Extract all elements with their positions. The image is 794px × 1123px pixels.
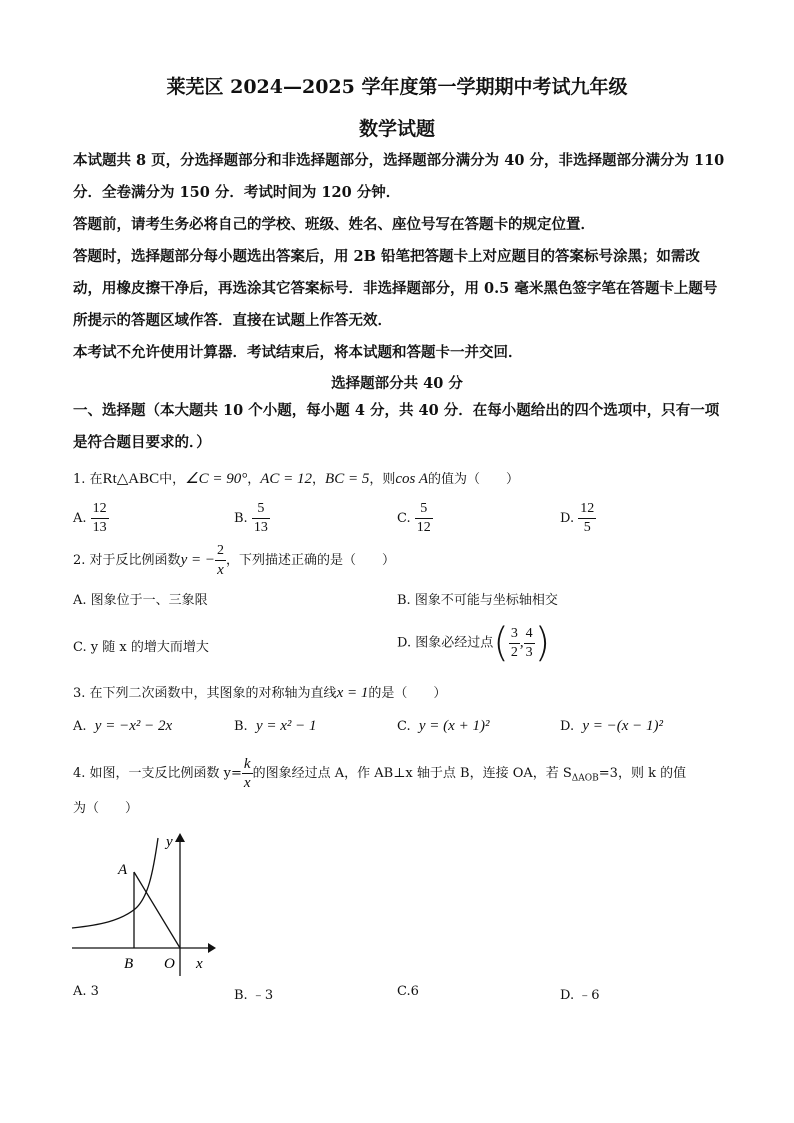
option-value: 6 xyxy=(410,984,419,999)
label-y: y xyxy=(166,834,173,850)
denominator: 5 xyxy=(578,518,596,537)
q2-option-d[interactable] xyxy=(397,620,550,666)
numerator: 3 xyxy=(510,625,518,641)
exam-title: 莱芜区 2024—2025 学年度第一学期期中考试九年级 xyxy=(166,76,628,98)
denominator: x xyxy=(243,775,251,791)
denominator: 2 xyxy=(510,644,518,660)
q4-subscript: ΔAOB xyxy=(571,773,599,784)
q2-text-post: ，下列描述正确的是（ ） xyxy=(225,553,395,568)
right-paren: ) xyxy=(534,620,551,666)
section-title: 一、选择题（本大题共 10 个小题，每小题 4 分，共 40 分．在每小题给出的四个选项中，只有一项是符合题目要求的．） xyxy=(73,402,720,451)
y-axis-arrow xyxy=(175,833,185,842)
q4-option-d[interactable] xyxy=(560,984,600,1003)
label-b: B xyxy=(124,956,134,972)
fraction xyxy=(578,500,596,537)
q1-target: cos A xyxy=(395,471,428,487)
question-number: 2. xyxy=(73,553,86,568)
option-value: ﹣6 xyxy=(578,988,600,1003)
option-value: 3 xyxy=(90,984,99,999)
q1-option-a[interactable] xyxy=(73,500,109,537)
option-label: B. xyxy=(234,511,248,526)
numerator: 5 xyxy=(420,501,428,516)
question-number: 3. xyxy=(73,686,86,701)
q4-option-a[interactable] xyxy=(73,984,99,999)
q1-option-b[interactable] xyxy=(234,500,270,537)
q2-option-b[interactable]: B. 图象不可能与坐标轴相交 xyxy=(397,593,558,608)
fraction xyxy=(524,625,535,662)
section-heading: 选择题部分共 40 分 xyxy=(331,375,463,392)
option-label: A. xyxy=(73,984,87,999)
option-expr: y = (x + 1)² xyxy=(418,718,490,734)
option-expr: y = x² − 1 xyxy=(255,718,317,734)
question-1 xyxy=(73,468,519,488)
exam-subtitle: 数学试题 xyxy=(358,118,435,140)
question-number: 4. xyxy=(73,766,86,781)
q1-option-d[interactable] xyxy=(560,500,596,537)
q1-triangle: Rt△ABC xyxy=(102,471,160,487)
q2-optd-text: D. 图象必经过点 xyxy=(397,635,494,651)
q3-option-c[interactable] xyxy=(397,718,489,735)
q4-line2: 为（ ） xyxy=(73,801,139,816)
fraction xyxy=(415,500,433,537)
instruction-4: 本考试不允许使用计算器．考试结束后，将本试题和答题卡一并交回． xyxy=(73,344,523,361)
option-label: C. xyxy=(397,511,411,526)
numerator: k xyxy=(243,756,251,772)
label-o: O xyxy=(164,956,175,972)
q1-text-post: 的值为（ ） xyxy=(428,472,520,487)
instruction-2: 答题前，请考生务必将自己的学校、班级、姓名、座位号写在答题卡的规定位置． xyxy=(73,216,595,233)
q4-figure xyxy=(60,828,220,978)
q4-option-b[interactable] xyxy=(234,984,273,1003)
question-3 xyxy=(73,682,446,702)
q3-text-post: 的是（ ） xyxy=(368,686,447,701)
option-label: C. xyxy=(397,719,411,734)
q1-cond-bc: BC = 5 xyxy=(325,471,370,487)
segment-ao xyxy=(134,872,180,948)
numerator: 5 xyxy=(257,501,265,516)
option-expr: y = −(x − 1)² xyxy=(582,718,664,734)
q2-lhs: y = − xyxy=(180,552,215,568)
option-value: ﹣3 xyxy=(251,988,274,1003)
question-2 xyxy=(73,542,395,579)
q4-fraction xyxy=(242,755,253,792)
numerator: 4 xyxy=(525,625,533,641)
denominator: 13 xyxy=(92,520,107,535)
option-label: A. xyxy=(73,719,87,734)
q1-cond-ac: AC = 12 xyxy=(260,471,313,487)
option-label: B. xyxy=(234,719,248,734)
numerator: 2 xyxy=(216,543,224,558)
x-axis-arrow xyxy=(208,943,216,953)
hyperbola-curve xyxy=(72,838,158,928)
q1-cond-angle: ∠C = 90° xyxy=(185,471,248,487)
q2-fraction xyxy=(215,542,226,579)
label-x: x xyxy=(196,956,203,972)
question-4 xyxy=(73,755,686,792)
q4-text-pre: 如图，一支反比例函数 y= xyxy=(89,766,242,781)
option-label: A. xyxy=(73,511,87,526)
q3-option-a[interactable] xyxy=(73,718,172,735)
denominator: 13 xyxy=(253,520,268,535)
fraction xyxy=(509,625,520,662)
q3-option-b[interactable] xyxy=(234,718,317,735)
q2-option-c[interactable]: C. y 随 x 的增大而增大 xyxy=(73,640,209,655)
fraction xyxy=(252,500,270,537)
instruction-3: 答题时，选择题部分每小题选出答案后，用 2B 铅笔把答题卡上对应题目的答案标号涂黑；如需改动，用橡皮擦干净后，再选涂其它答案标号．非选择题部分，用 0.5 毫米黑色签字笔在答题卡上题号所提示的答题区域作答．直接在试题上作答无效． xyxy=(73,248,718,329)
q1-text-pre: 在 xyxy=(89,472,103,487)
q1-sep2: ， xyxy=(312,472,326,487)
option-label: D. xyxy=(560,988,575,1003)
label-a: A xyxy=(118,862,128,878)
q4-text-post: 的图象经过点 A，作 AB⊥x 轴于点 B，连接 OA，若 S xyxy=(252,766,572,781)
denominator: 12 xyxy=(416,520,431,535)
left-paren: ( xyxy=(493,620,509,666)
q2-text-pre: 对于反比例函数 xyxy=(89,553,181,568)
q1-sep1: ， xyxy=(247,472,261,487)
fraction xyxy=(91,500,109,537)
q3-text-pre: 在下列二次函数中，其图象的对称轴为直线 xyxy=(89,686,337,701)
q4-text-post2: =3，则 k 的值 xyxy=(598,766,687,781)
option-label: D. xyxy=(560,719,575,734)
option-expr: y = −x² − 2x xyxy=(94,718,173,734)
option-label: B. xyxy=(234,988,248,1003)
question-number: 1. xyxy=(73,472,86,487)
q1-text-mid: 中， xyxy=(159,472,186,487)
option-label: C. xyxy=(397,984,411,999)
denominator: 3 xyxy=(525,644,533,660)
q3-cond: x = 1 xyxy=(336,685,369,701)
q3-option-d[interactable] xyxy=(560,718,663,735)
q1-sep3: ，则 xyxy=(369,472,396,487)
denominator: x xyxy=(215,560,226,579)
q4-option-c[interactable] xyxy=(397,984,419,999)
comma: , xyxy=(519,634,524,651)
numerator: 12 xyxy=(92,501,107,516)
numerator: 12 xyxy=(580,501,595,516)
q1-option-c[interactable] xyxy=(397,500,433,537)
q2-option-a[interactable]: A. 图象位于一、三象限 xyxy=(73,593,208,608)
option-label: D. xyxy=(560,511,575,526)
instruction-1: 本试题共 8 页，分选择题部分和非选择题部分，选择题部分满分为 40 分，非选择题部分满分为 110 分．全卷满分为 150 分．考试时间为 120 分钟． xyxy=(73,152,725,201)
